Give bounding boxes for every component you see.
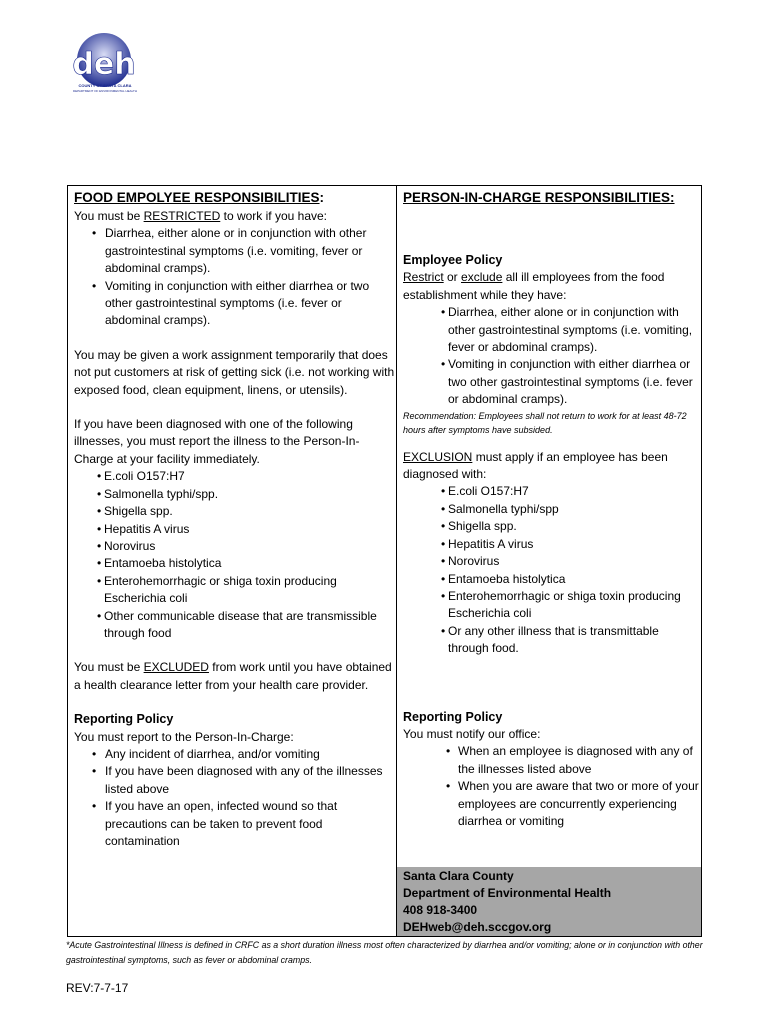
recommendation-note: Recommendation: Employees shall not return to work for at least 48-72 hours after symptoms have subsided. (403, 410, 687, 435)
restricted-word: RESTRICTED (143, 209, 221, 223)
person-in-charge-column (397, 186, 702, 937)
list-item: • Enterohemorrhagic or shiga toxin producing Escherichia coli (403, 588, 701, 623)
right-reporting-intro: You must notify our office: (403, 726, 541, 741)
list-item: • E.coli O157:H7 (403, 483, 701, 500)
list-item: • Salmonella typhi/spp. (74, 486, 396, 503)
restricted-list (74, 225, 396, 329)
list-item: • Shigella spp. (74, 503, 396, 520)
list-item: • Shigella spp. (403, 518, 701, 535)
restrict-text: Restrict or exclude all ill employees from the food establishment while they have: (403, 270, 665, 302)
exclusion-word: EXCLUSION (403, 449, 473, 464)
work-assignment-text: You may be given a work assignment temporarily that does not put customers at risk of getting sick (i.e. not working with exposed food, clean equipment, linens, or utensils). (74, 347, 395, 397)
excluded-text: You must be EXCLUDED from work until you have obtained a health clearance letter from your health care provider. (74, 660, 392, 692)
contact-email: DEHweb@deh.sccgov.org (403, 920, 552, 934)
list-item: • Other communicable disease that are transmissible through food (74, 608, 396, 643)
logo-letters: deh (72, 47, 136, 82)
contact-box (397, 867, 701, 936)
right-illness-list (403, 483, 701, 657)
list-item: • Diarrhea, either alone or in conjunction with other gastrointestinal symptoms (i.e. vomiting, fever or abdominal cramps). (403, 304, 701, 356)
list-item: • When you are aware that two or more of your employees are concurrently experiencing diarrhea or vomiting (403, 778, 701, 830)
list-item: • Any incident of diarrhea, and/or vomiting (74, 746, 396, 763)
footnote: *Acute Gastrointestinal Illness is defined in CRFC as a short duration illness most often characterized by diarrhea and/or vomiting; alone or in conjunction with other gastrointestinal symptoms, such as fever or abdominal cramps. (66, 940, 703, 965)
list-item: • Enterohemorrhagic or shiga toxin producing Escherichia coli (74, 573, 396, 608)
diagnosed-intro: If you have been diagnosed with one of the following illnesses, you must report the illness to the Person-In-Charge at your facility immediately. (74, 417, 360, 466)
left-heading: FOOD EMPOLYEE RESPONSIBILITIES: (74, 190, 325, 205)
list-item: • Hepatitis A virus (74, 521, 396, 538)
list-item: • If you have an open, infected wound so that precautions can be taken to prevent food contamination (74, 798, 396, 850)
list-item: • When an employee is diagnosed with any of the illnesses listed above (403, 743, 701, 778)
list-item: • If you have been diagnosed with any of the illnesses listed above (74, 763, 396, 798)
list-item: • Diarrhea, either alone or in conjunction with other gastrointestinal symptoms (i.e. vomiting, fever or abdominal cramps). (74, 225, 396, 277)
exclusion-text: EXCLUSION must apply if an employee has been diagnosed with: (403, 449, 668, 482)
right-reporting-list (403, 743, 701, 830)
responsibilities-table (67, 185, 702, 937)
employee-policy-heading: Employee Policy (403, 253, 503, 267)
logo-county: COUNTY OF SANTA CLARA (78, 83, 132, 88)
list-item: • Norovirus (403, 553, 701, 570)
food-employee-column (68, 186, 397, 937)
right-reporting-heading: Reporting Policy (403, 709, 503, 724)
list-item: • Norovirus (74, 538, 396, 555)
excluded-word: EXCLUDED (143, 660, 209, 675)
left-reporting-list (74, 746, 396, 850)
left-reporting-heading: Reporting Policy (74, 712, 174, 727)
list-item: • Hepatitis A virus (403, 536, 701, 553)
left-reporting-intro: You must report to the Person-In-Charge: (74, 729, 294, 744)
contact-department: Department of Environmental Health (403, 886, 612, 900)
right-heading: PERSON-IN-CHARGE RESPONSIBILITIES: (403, 190, 675, 205)
logo-dept: DEPARTMENT OF ENVIRONMENTAL HEALTH (72, 89, 138, 93)
list-item: • E.coli O157:H7 (74, 468, 396, 485)
revision-label: REV:7-7-17 (66, 981, 129, 995)
list-item: • Vomiting in conjunction with either diarrhea or two other gastrointestinal symptoms (i.e. fever or abdominal cramps). (74, 278, 396, 330)
list-item: • Vomiting in conjunction with either diarrhea or two other gastrointestinal symptoms (i.e. fever or abdominal cramps). (403, 356, 701, 408)
list-item: • Entamoeba histolytica (74, 555, 396, 572)
list-item: • Salmonella typhi/spp (403, 501, 701, 518)
contact-county: Santa Clara County (403, 869, 514, 883)
illness-list (74, 468, 396, 642)
list-item: • Entamoeba histolytica (403, 571, 701, 588)
list-item: • Or any other illness that is transmittable through food. (403, 623, 701, 658)
symptom-list (403, 304, 701, 408)
contact-phone: 408 918-3400 (403, 903, 478, 917)
restricted-intro: You must be RESTRICTED to work if you have: (74, 209, 327, 223)
